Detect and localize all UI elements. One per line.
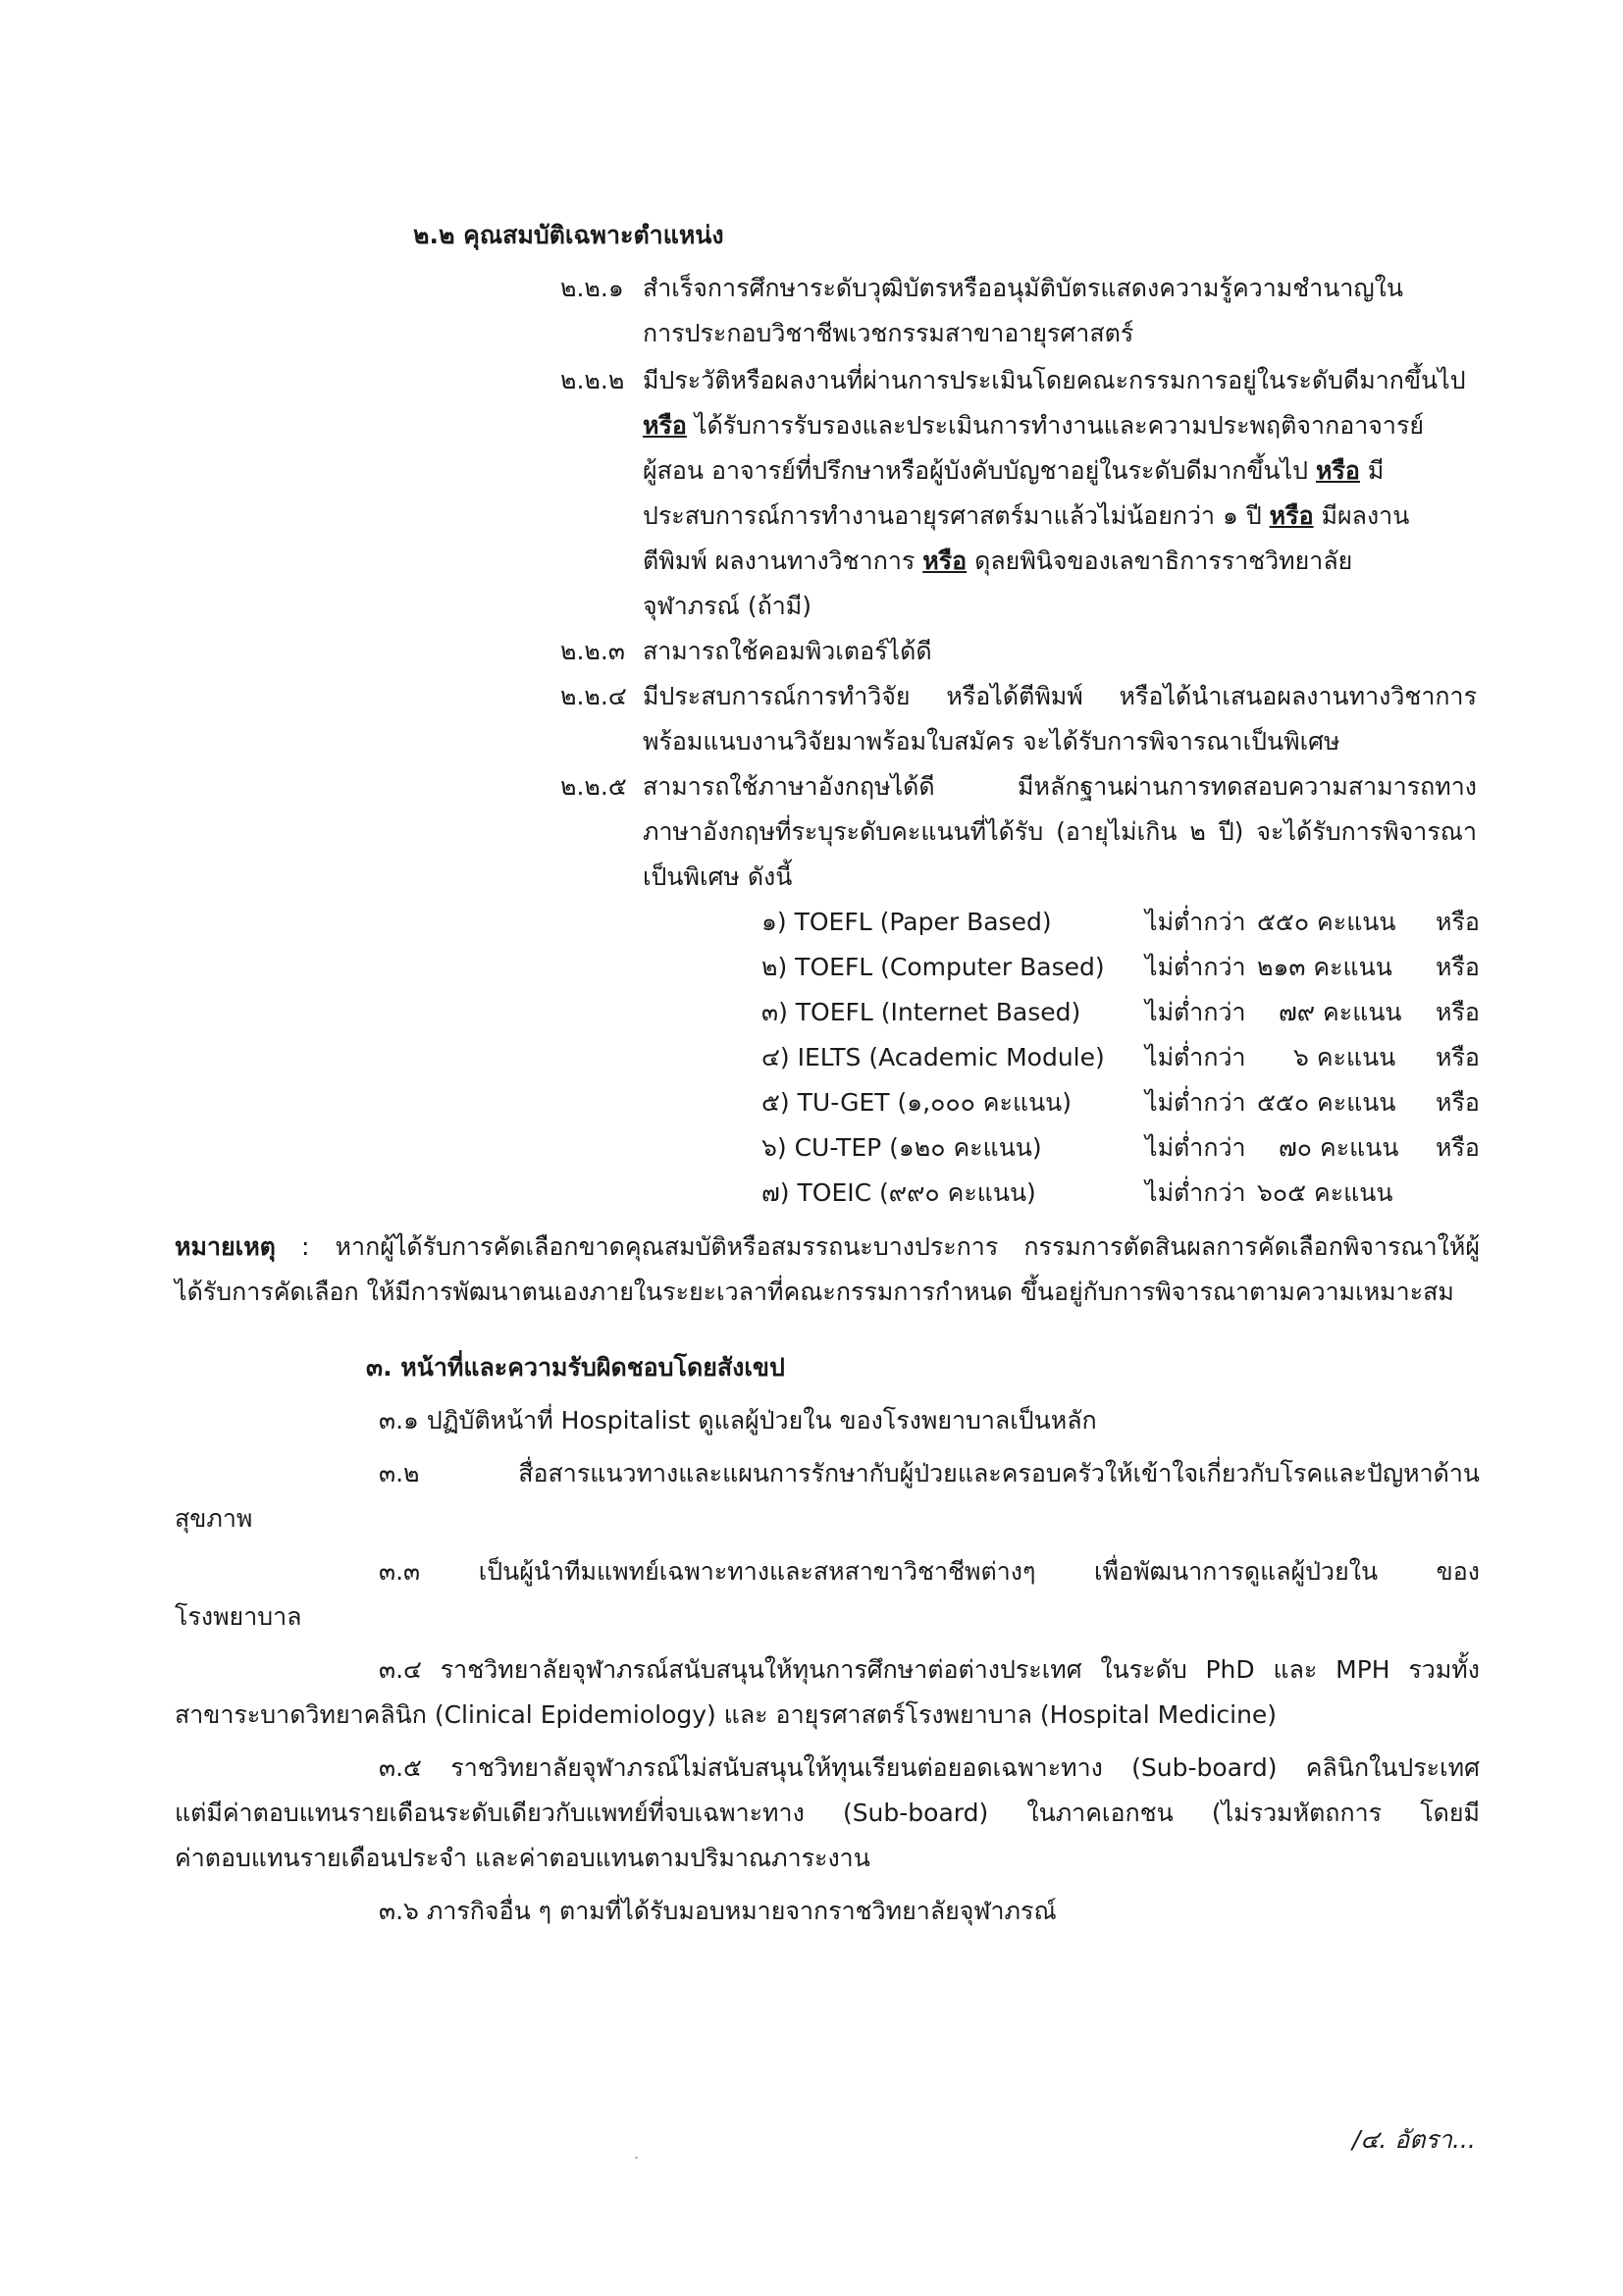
test-min: ไม่ต่ำกว่า bbox=[1145, 953, 1246, 981]
or-emphasis: หรือ bbox=[643, 411, 687, 440]
item-2-2-4-line-1: มีประสบการณ์การทำวิจัย หรือได้ตีพิมพ์ หรือได้นำเสนอผลงานทางวิชาการ bbox=[643, 682, 1477, 710]
item-2-2-5-line-1: สามารถใช้ภาษาอังกฤษได้ดี มีหลักฐานผ่านการทดสอบความสามารถทาง bbox=[643, 772, 1477, 801]
test-score: ๕๕๐ คะแนน bbox=[1257, 1088, 1396, 1117]
item-2-2-2-line-6: จุฬาภรณ์ (ถ้ามี) bbox=[643, 592, 812, 620]
test-score: ๖ คะแนน bbox=[1293, 1043, 1396, 1071]
test-score: ๖๐๕ คะแนน bbox=[1257, 1178, 1393, 1207]
test-or: หรือ bbox=[1436, 1043, 1480, 1071]
test-min: ไม่ต่ำกว่า bbox=[1145, 998, 1246, 1026]
item-2-2-2-line-1: มีประวัติหรือผลงานที่ผ่านการประเมินโดยคณะกรรมการอยู่ในระดับดีมากขึ้นไป bbox=[643, 366, 1466, 394]
test-min: ไม่ต่ำกว่า bbox=[1145, 1088, 1246, 1117]
duty-3-2-line-2: สุขภาพ bbox=[175, 1504, 253, 1533]
test-row bbox=[0, 1130, 1623, 1166]
note-label: หมายเหตุ bbox=[175, 1232, 276, 1261]
test-min: ไม่ต่ำกว่า bbox=[1145, 1178, 1246, 1207]
duty-3-5-line-2: แต่มีค่าตอบแทนรายเดือนระดับเดียวกับแพทย์ที่จบเฉพาะทาง (Sub-board) ในภาคเอกชน (ไม่รวมหัตถการ โดยมี bbox=[175, 1799, 1480, 1827]
duty-3-4-line-2: สาขาระบาดวิทยาคลินิก (Clinical Epidemiology) และ อายุรศาสตร์โรงพยาบาล (Hospital Medicine) bbox=[175, 1700, 1278, 1729]
test-name: ๕) TU-GET (๑,๐๐๐ คะแนน) bbox=[761, 1088, 1073, 1117]
item-2-2-2-line-5: ตีพิมพ์ ผลงานทางวิชาการ หรือ ดุลยพินิจของเลขาธิการราชวิทยาลัย bbox=[643, 547, 1353, 575]
test-min: ไม่ต่ำกว่า bbox=[1145, 1043, 1246, 1071]
item-2-2-1-line-2: การประกอบวิชาชีพเวชกรรมสาขาอายุรศาสตร์ bbox=[643, 319, 1134, 347]
scan-speck bbox=[635, 2157, 638, 2159]
or-emphasis: หรือ bbox=[1269, 501, 1314, 530]
item-2-2-1-number: ๒.๒.๑ bbox=[560, 274, 624, 302]
test-row bbox=[0, 1175, 1623, 1211]
duty-3-3-line-2: โรงพยาบาล bbox=[175, 1602, 302, 1631]
note-line-1: หมายเหตุ : หากผู้ได้รับการคัดเลือกขาดคุณสมบัติหรือสมรรถนะบางประการ กรรมการตัดสินผลการคัดเลือกพิจารณาให้ผู้ bbox=[175, 1232, 1480, 1261]
item-2-2-5-line-2: ภาษาอังกฤษที่ระบุระดับคะแนนที่ได้รับ (อายุไม่เกิน ๒ ปี) จะได้รับการพิจารณา bbox=[643, 817, 1477, 846]
next-page-marker: /๔. อัตรา... bbox=[1352, 2125, 1476, 2154]
item-2-2-2-line-2: หรือ ได้รับการรับรองและประเมินการทำงานและความประพฤติจากอาจารย์ bbox=[643, 411, 1425, 440]
test-name: ๓) TOEFL (Internet Based) bbox=[761, 998, 1081, 1026]
or-emphasis: หรือ bbox=[1316, 456, 1360, 485]
item-2-2-4-line-2: พร้อมแนบงานวิจัยมาพร้อมใบสมัคร จะได้รับการพิจารณาเป็นพิเศษ bbox=[643, 727, 1340, 756]
test-row bbox=[0, 995, 1623, 1030]
test-or: หรือ bbox=[1436, 953, 1480, 981]
or-emphasis: หรือ bbox=[922, 547, 968, 575]
test-name: ๔) IELTS (Academic Module) bbox=[761, 1043, 1105, 1071]
item-2-2-1-line-1: สำเร็จการศึกษาระดับวุฒิบัตรหรืออนุมัติบัตรแสดงความรู้ความชำนาญใน bbox=[643, 274, 1403, 302]
test-score: ๗๐ คะแนน bbox=[1279, 1133, 1399, 1162]
test-or: หรือ bbox=[1436, 908, 1480, 936]
item-2-2-2-line-3: ผู้สอน อาจารย์ที่ปรึกษาหรือผู้บังคับบัญชาอยู่ในระดับดีมากขึ้นไป หรือ มี bbox=[643, 456, 1385, 485]
duty-3-4-line-1: ๓.๔ ราชวิทยาลัยจุฬาภรณ์สนับสนุนให้ทุนการศึกษาต่อต่างประเทศ ในระดับ PhD และ MPH รวมทั้ง bbox=[379, 1655, 1480, 1684]
test-or: หรือ bbox=[1436, 998, 1480, 1026]
item-2-2-5-line-3: เป็นพิเศษ ดังนี้ bbox=[643, 862, 793, 891]
duty-3-5-line-1: ๓.๕ ราชวิทยาลัยจุฬาภรณ์ไม่สนับสนุนให้ทุนเรียนต่อยอดเฉพาะทาง (Sub-board) คลินิกในประเทศ bbox=[379, 1753, 1480, 1782]
test-score: ๗๙ คะแนน bbox=[1279, 998, 1402, 1026]
test-name: ๑) TOEFL (Paper Based) bbox=[761, 908, 1052, 936]
item-2-2-4-number: ๒.๒.๔ bbox=[560, 682, 627, 710]
note-line-2: ได้รับการคัดเลือก ให้มีการพัฒนาตนเองภายในระยะเวลาที่คณะกรรมการกำหนด ขึ้นอยู่กับการพิจารณาตามความเหมาะสม bbox=[175, 1278, 1454, 1306]
item-2-2-3-number: ๒.๒.๓ bbox=[560, 637, 625, 665]
duty-3-1: ๓.๑ ปฏิบัติหน้าที่ Hospitalist ดูแลผู้ป่วยใน ของโรงพยาบาลเป็นหลัก bbox=[379, 1406, 1097, 1435]
test-row bbox=[0, 1085, 1623, 1121]
test-row bbox=[0, 905, 1623, 940]
test-name: ๖) CU-TEP (๑๒๐ คะแนน) bbox=[761, 1133, 1042, 1162]
test-name: ๒) TOEFL (Computer Based) bbox=[761, 953, 1105, 981]
item-2-2-3-line-1: สามารถใช้คอมพิวเตอร์ได้ดี bbox=[643, 637, 932, 665]
test-name: ๗) TOEIC (๙๙๐ คะแนน) bbox=[761, 1178, 1036, 1207]
duty-3-6: ๓.๖ ภารกิจอื่น ๆ ตามที่ได้รับมอบหมายจากราชวิทยาลัยจุฬาภรณ์ bbox=[379, 1897, 1057, 1925]
test-or: หรือ bbox=[1436, 1133, 1480, 1162]
section-2-2-heading: ๒.๒ คุณสมบัติเฉพาะตำแหน่ง bbox=[413, 221, 724, 249]
test-score: ๒๑๓ คะแนน bbox=[1257, 953, 1392, 981]
duty-3-3-line-1: ๓.๓ เป็นผู้นำทีมแพทย์เฉพาะทางและสหสาขาวิชาชีพต่างๆ เพื่อพัฒนาการดูแลผู้ป่วยใน ของ bbox=[379, 1557, 1480, 1586]
test-score: ๕๕๐ คะแนน bbox=[1257, 908, 1396, 936]
item-2-2-5-number: ๒.๒.๕ bbox=[560, 772, 627, 801]
duty-3-2-line-1: ๓.๒ สื่อสารแนวทางและแผนการรักษากับผู้ป่วยและครอบครัวให้เข้าใจเกี่ยวกับโรคและปัญหาด้าน bbox=[379, 1459, 1480, 1487]
test-min: ไม่ต่ำกว่า bbox=[1145, 908, 1246, 936]
test-row bbox=[0, 950, 1623, 985]
test-or: หรือ bbox=[1436, 1088, 1480, 1117]
item-2-2-2-number: ๒.๒.๒ bbox=[560, 366, 625, 394]
item-2-2-2-line-4: ประสบการณ์การทำงานอายุรศาสตร์มาแล้วไม่น้อยกว่า ๑ ปี หรือ มีผลงาน bbox=[643, 501, 1410, 530]
section-3-heading: ๓. หน้าที่และความรับผิดชอบโดยสังเขป bbox=[366, 1353, 785, 1382]
test-min: ไม่ต่ำกว่า bbox=[1145, 1133, 1246, 1162]
duty-3-5-line-3: ค่าตอบแทนรายเดือนประจำ และค่าตอบแทนตามปริมาณภาระงาน bbox=[175, 1844, 870, 1872]
test-row bbox=[0, 1040, 1623, 1075]
